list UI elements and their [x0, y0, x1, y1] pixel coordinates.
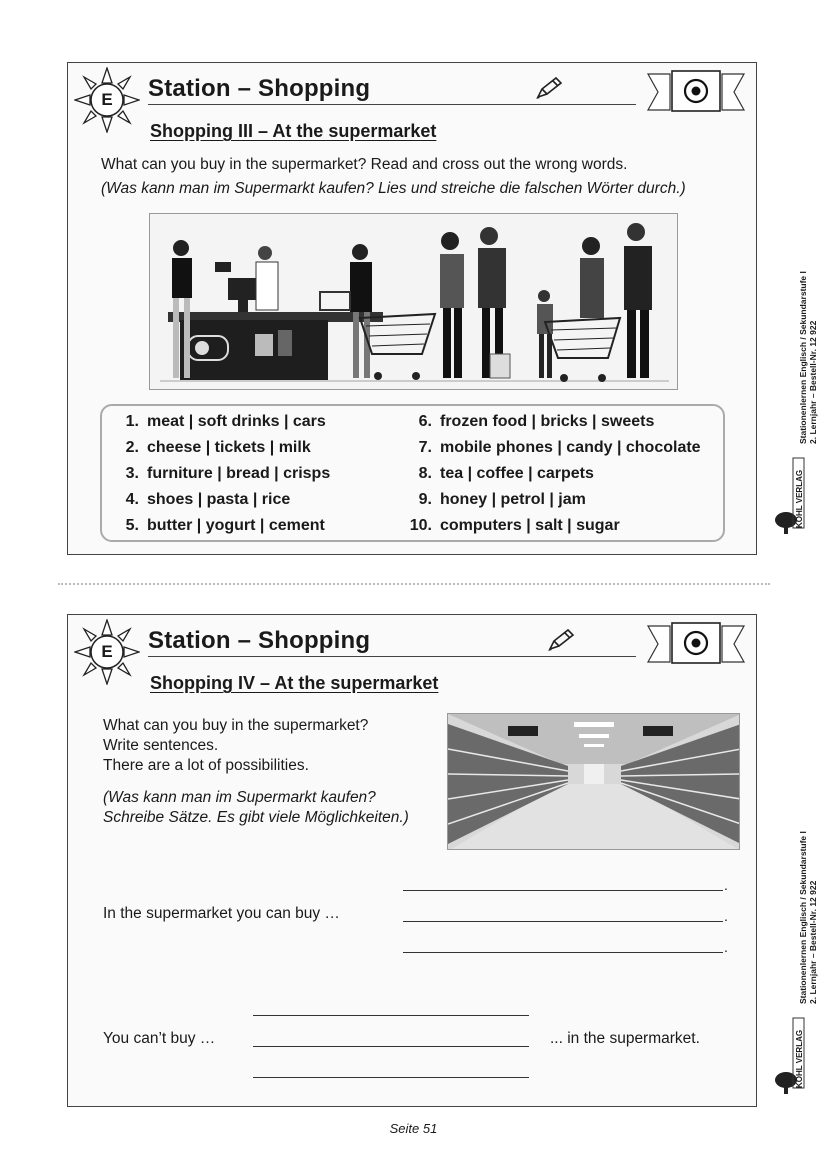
list-item: 8. tea | coffee | carpets: [418, 465, 594, 482]
title-underline: [148, 656, 636, 657]
station-card-shopping-iii: [67, 62, 757, 555]
list-item: 2. cheese | tickets | milk: [125, 439, 311, 456]
target-ribbon-icon: [646, 620, 746, 668]
pencil-icon: [546, 627, 576, 653]
instruction-english: What can you buy in the supermarket? Read and cross out the wrong words.: [101, 156, 628, 173]
publisher-logo: [772, 456, 812, 536]
instruction-german: (Was kann man im Supermarkt kaufen?: [103, 789, 376, 806]
station-letter: E: [101, 90, 113, 109]
list-item: 5. butter | yogurt | cement: [125, 517, 325, 534]
instruction-german: (Was kann man im Supermarkt kaufen? Lies und streiche die falschen Wörter durch.): [101, 180, 686, 197]
answer-line[interactable]: [253, 1046, 529, 1047]
answer-line[interactable]: [403, 952, 723, 953]
prompt-cant-buy: You can’t buy …: [103, 1030, 216, 1047]
cut-line-separator: [58, 583, 770, 585]
list-item: 10. computers | salt | sugar: [409, 517, 620, 534]
sidebar-series-label: [778, 714, 818, 1004]
aisle-image: [448, 714, 740, 850]
prompt-cant-buy-end: ... in the supermarket.: [550, 1030, 700, 1047]
list-item: 4. shoes | pasta | rice: [125, 491, 291, 508]
word-choice-list: [100, 404, 725, 542]
supermarket-aisle-photo: [447, 713, 740, 850]
page-number: Seite 51: [389, 1121, 438, 1136]
instruction-line: What can you buy in the supermarket?: [103, 717, 369, 734]
answer-line[interactable]: [253, 1015, 529, 1016]
publisher-logo: [772, 1016, 812, 1096]
answer-line[interactable]: [253, 1077, 529, 1078]
line-end-dot: .: [724, 939, 728, 955]
tree-logo-icon: [772, 456, 812, 536]
order-number: 2. Lernjahr – Bestell-Nr. 12 922: [808, 880, 818, 1004]
line-end-dot: .: [724, 877, 728, 893]
instruction-line: Write sentences.: [103, 737, 219, 754]
worksheet-subtitle: Shopping III – At the supermarket: [150, 121, 437, 141]
list-item: 3. furniture | bread | crisps: [125, 465, 331, 482]
tree-logo-icon: [772, 1016, 812, 1096]
checkout-queue-image: [150, 214, 678, 390]
station-title: Station – Shopping: [148, 627, 371, 654]
answer-line[interactable]: [403, 890, 723, 891]
list-item: 9. honey | petrol | jam: [418, 491, 586, 508]
answer-line[interactable]: [403, 921, 723, 922]
list-item: 1. meat | soft drinks | cars: [125, 413, 326, 430]
prompt-can-buy: In the supermarket you can buy …: [103, 905, 340, 922]
series-title: Stationenlernen Englisch / Sekundarstufe I: [798, 831, 808, 1004]
station-title: Station – Shopping: [148, 75, 371, 102]
publisher-name: KOHL VERLAG: [795, 469, 804, 528]
supermarket-checkout-illustration: [149, 213, 678, 390]
pencil-icon: [534, 75, 564, 101]
order-number: 2. Lernjahr – Bestell-Nr. 12 922: [808, 320, 818, 444]
instruction-line: There are a lot of possibilities.: [103, 757, 309, 774]
list-item: 7. mobile phones | candy | chocolate: [418, 439, 701, 456]
line-end-dot: .: [724, 908, 728, 924]
station-card-shopping-iv: [67, 614, 757, 1107]
title-underline: [148, 104, 636, 105]
list-item: 6. frozen food | bricks | sweets: [418, 413, 655, 430]
sidebar-series-label: [778, 154, 818, 444]
target-ribbon-icon: [646, 68, 746, 116]
series-title: Stationenlernen Englisch / Sekundarstufe I: [798, 271, 808, 444]
publisher-name: KOHL VERLAG: [795, 1029, 804, 1088]
worksheet-subtitle: Shopping IV – At the supermarket: [150, 673, 439, 693]
instruction-german: Schreibe Sätze. Es gibt viele Möglichkeiten.): [103, 809, 409, 826]
station-letter: E: [101, 642, 113, 661]
